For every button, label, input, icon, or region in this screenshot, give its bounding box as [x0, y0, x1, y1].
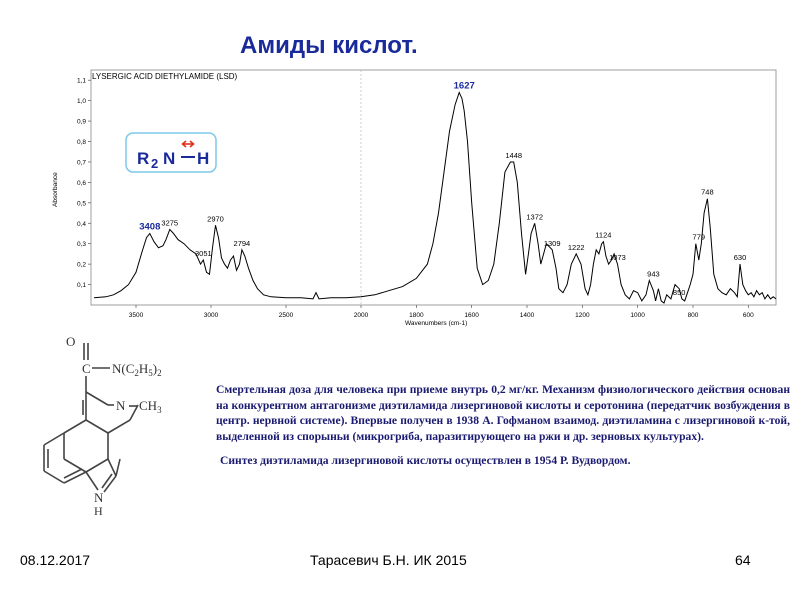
lsd-structure-formula [38, 330, 198, 520]
group-n-diethyl [112, 361, 162, 378]
y-tick-label: 0,1 [76, 282, 86, 290]
description-paragraph-2: Синтез диэтиламида лизергиновой кислоты осуществлен в 1954 Р. Вудвордом. [220, 454, 631, 468]
peak-label: 779 [692, 232, 706, 242]
y-tick-label: 0,8 [76, 139, 86, 147]
peak-label: 1372 [526, 212, 544, 222]
peak-label: 3275 [161, 218, 179, 228]
sub-5: 5 [148, 368, 153, 378]
x-tick-label: 3500 [128, 312, 144, 319]
chart-x-axis-label: Wavenumbers (cm-1) [405, 320, 468, 327]
x-tick-label: 1200 [575, 312, 590, 319]
description-paragraph-1: Смертельная доза для человека при приеме внутрь 0,2 мг/кг. Механизм физиологического действия основан на конкурентном антагонизме диэтиламида лизергиновой кислоты и серотонина (передатчик возбуждения в центр. нервной системе). Впервые получен в 1938 А. Гофманом взаимод. диэтиламина с лизергиновой к-той, выделенной из спорыньи (микрогриба, паразитирующего на ржи и др. зерновых культурах). [216, 383, 790, 443]
peak-annotations [139, 80, 746, 296]
x-tick-label: 1800 [409, 312, 424, 319]
atom-o: O [66, 334, 76, 349]
y-tick-label: 0,9 [76, 118, 86, 126]
peak-label: 1448 [505, 150, 523, 160]
peak-label: 3051 [195, 249, 212, 259]
y-tick-label: 0,4 [76, 220, 86, 228]
x-tick-label: 800 [687, 312, 699, 319]
spectrum-series-line [94, 93, 776, 304]
ir-spectrum-chart [0, 60, 800, 335]
y-tick-label: 1,0 [76, 98, 86, 106]
footer-page-number: 64 [735, 552, 751, 568]
peak-label: 3408 [139, 221, 161, 233]
atom-nh-n: N [94, 490, 104, 505]
peak-label: 1073 [609, 253, 626, 263]
plot-area-border [91, 70, 776, 305]
formula-r: R [137, 149, 150, 168]
atom-h: H [138, 361, 149, 376]
atom-ch: CH [139, 398, 158, 413]
peak-label: 943 [647, 269, 660, 279]
y-tick-label: 0,5 [76, 200, 86, 208]
y-axis-ticks [77, 78, 91, 289]
x-tick-label: 600 [742, 312, 754, 319]
x-tick-label: 1400 [519, 312, 535, 319]
y-tick-label: 0,6 [76, 179, 86, 187]
peak-label: 1222 [567, 242, 585, 252]
formula-box [126, 133, 216, 172]
peak-label: 748 [701, 187, 714, 197]
formula-sub-2: 2 [151, 156, 159, 171]
group-ch3 [139, 398, 162, 415]
peak-label: 630 [733, 253, 747, 263]
description-text [216, 382, 790, 469]
x-tick-label: 3000 [203, 312, 219, 319]
footer-date: 08.12.2017 [20, 552, 91, 568]
formula-n: N [163, 149, 176, 168]
peak-label: 850 [672, 287, 686, 297]
peak-label: 2794 [233, 238, 251, 248]
atom-n-ethyl: N(C [112, 361, 135, 376]
peak-label: 1124 [595, 230, 612, 240]
formula-h: H [197, 149, 210, 168]
chart-y-axis-label: Absorbance [52, 172, 59, 207]
peak-label: 2970 [207, 214, 224, 224]
peak-label: 1309 [543, 238, 561, 248]
atom-n-methyl: N [116, 398, 126, 413]
y-tick-label: 0,3 [76, 241, 86, 249]
x-tick-label: 1600 [464, 312, 479, 319]
peak-label: 1627 [453, 80, 475, 92]
sub-2b: 2 [157, 368, 162, 378]
x-tick-label: 2500 [278, 312, 294, 319]
y-tick-label: 0,7 [76, 159, 86, 167]
slide-title: Амиды кислот. [240, 32, 418, 59]
sub-3: 3 [157, 405, 162, 415]
x-tick-label: 1000 [630, 312, 645, 319]
sub-2a: 2 [134, 368, 139, 378]
chart-title: LYSERGIC ACID DIETHYLAMIDE (LSD) [92, 72, 238, 81]
atom-c: C [82, 361, 91, 376]
footer-author: Тарасевич Б.Н. ИК 2015 [310, 552, 467, 568]
x-tick-label: 2000 [353, 312, 369, 319]
close-paren: ) [152, 361, 158, 376]
y-tick-label: 0,2 [76, 261, 86, 269]
chart-frame [91, 70, 776, 305]
y-tick-label: 1,1 [76, 77, 86, 85]
atom-nh-h: H [94, 504, 103, 518]
x-axis-ticks [129, 305, 754, 319]
